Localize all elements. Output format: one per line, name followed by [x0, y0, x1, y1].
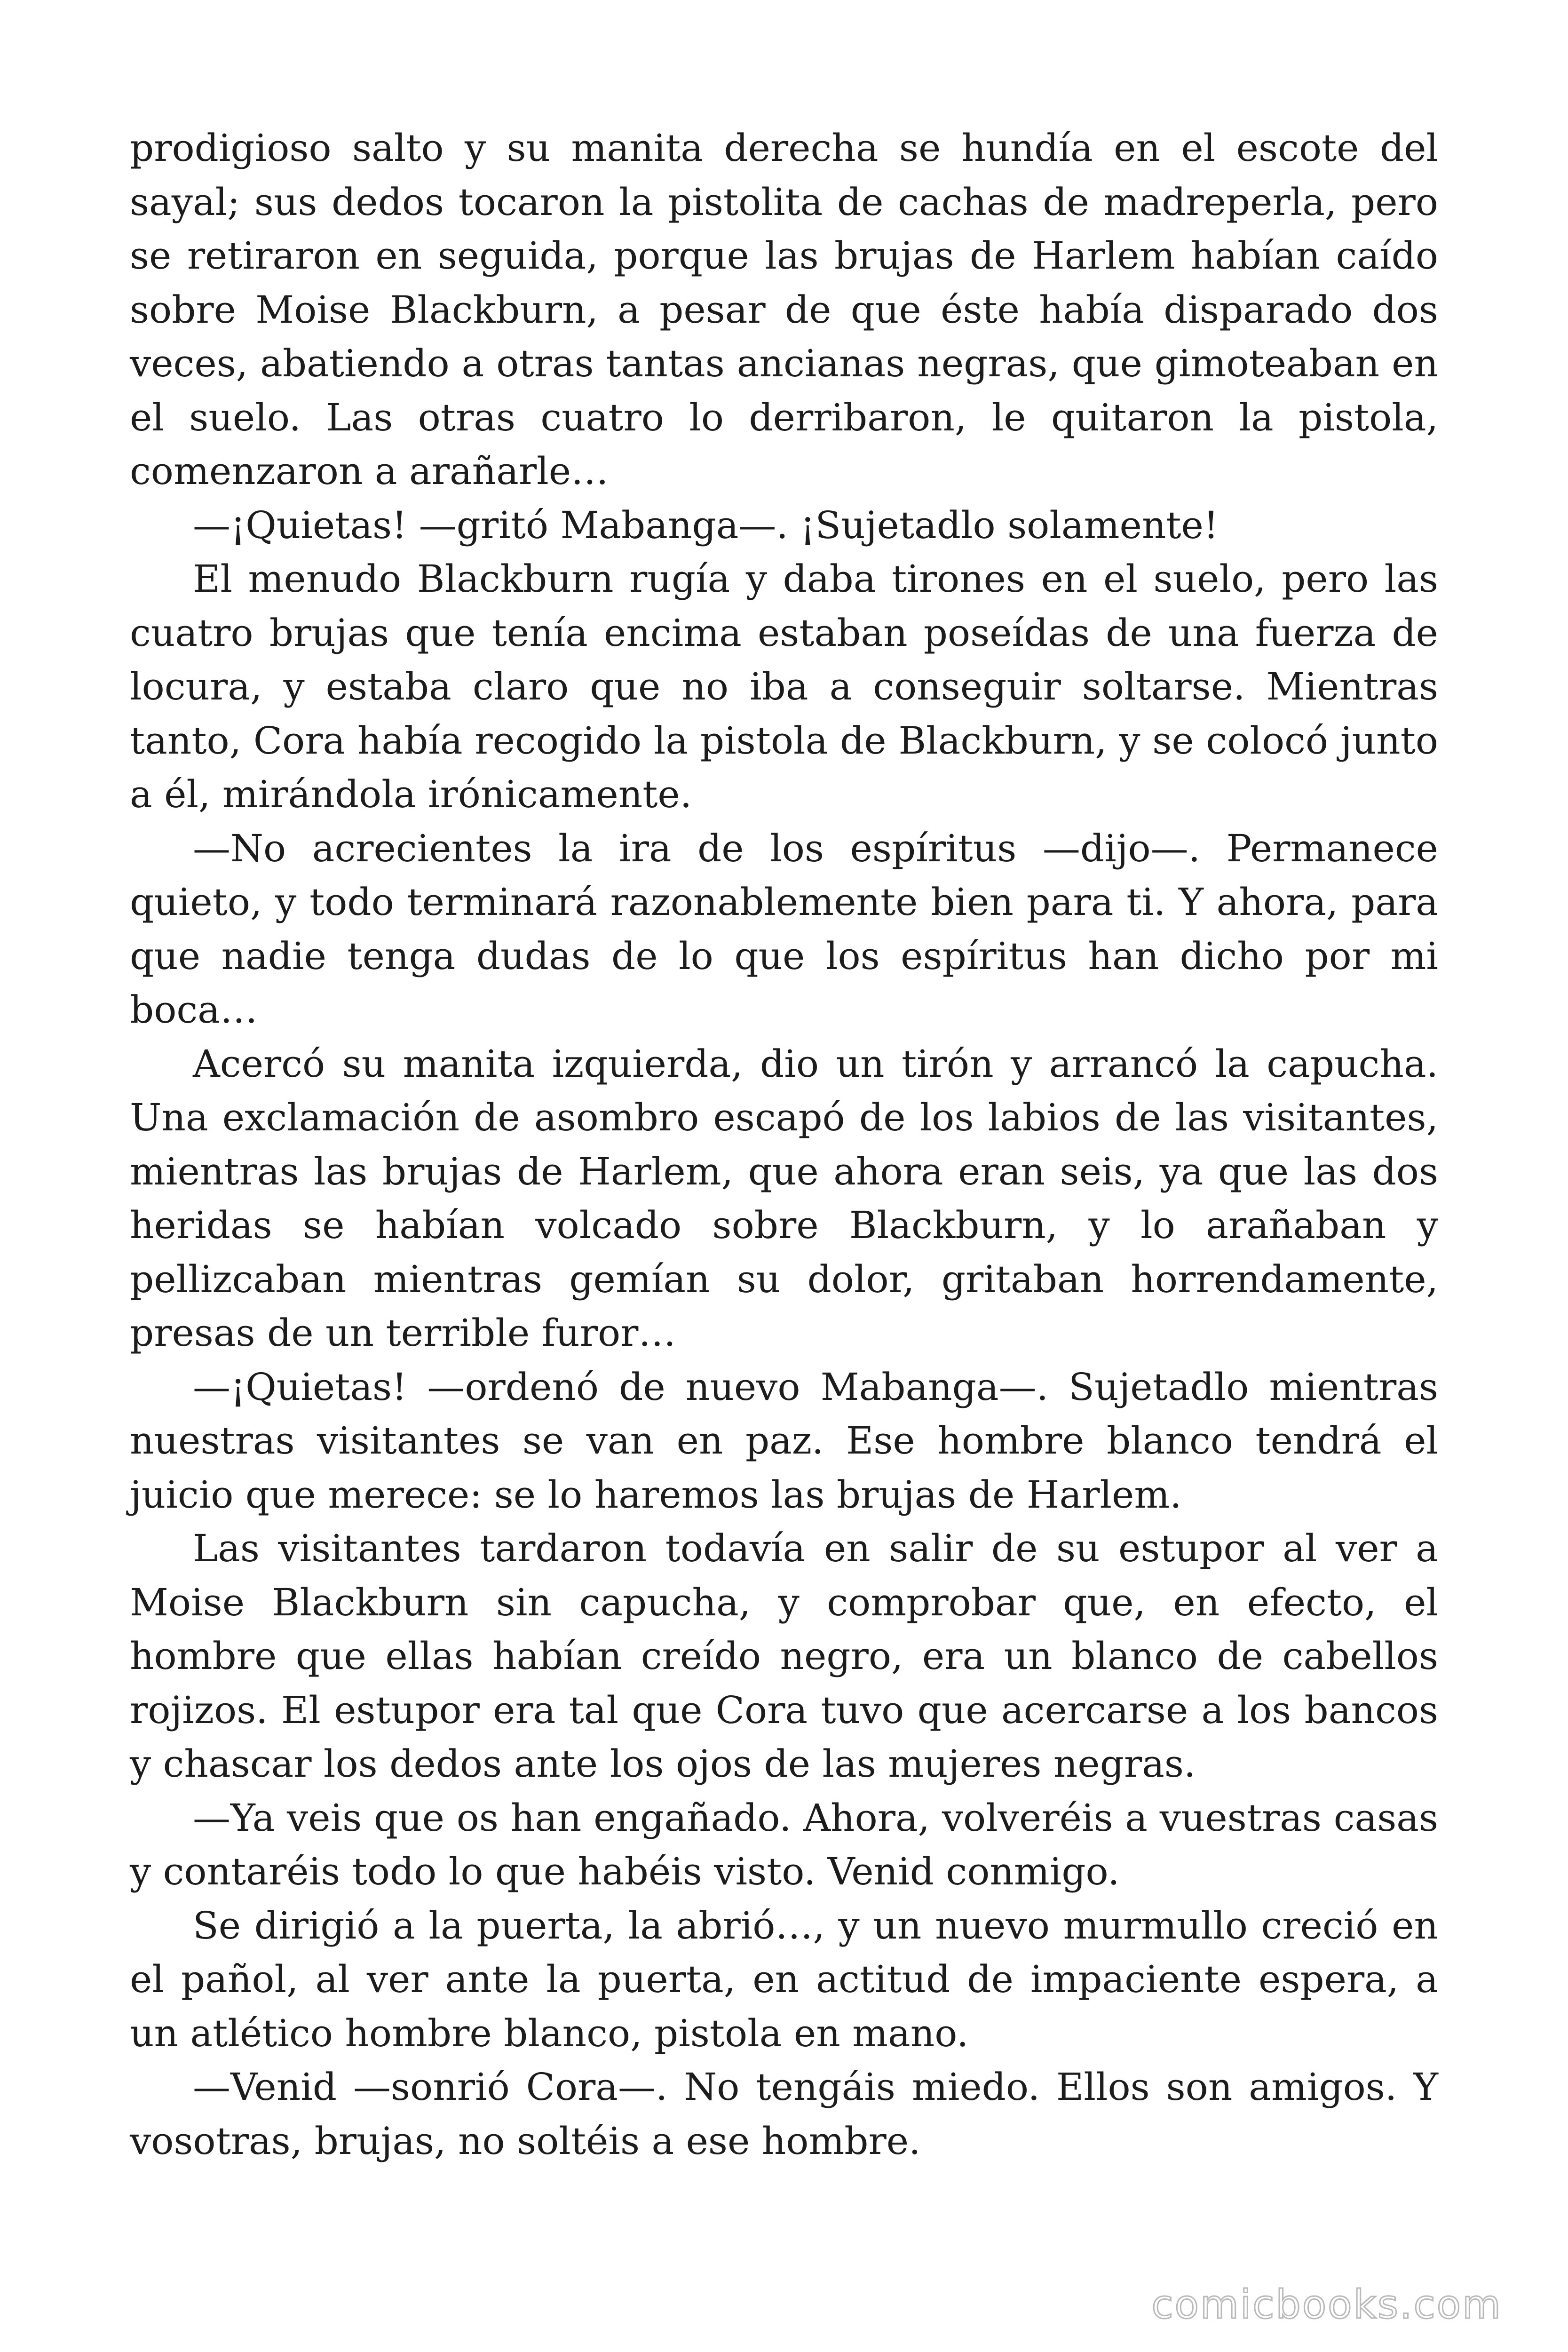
watermark: comicbooks.com [1151, 2281, 1502, 2328]
paragraph: —Venid —sonrió Cora—. No tengáis miedo. Ellos son amigos. Y vosotras, brujas, no soltéis a ese hombre. [130, 2065, 1438, 2163]
paragraph: prodigioso salto y su manita derecha se hundía en el escote del sayal; sus dedos tocaron la pistolita de cachas de madreperla, pero se retiraron en seguida, porque las brujas de Harlem habían caído sobre Moise Blackburn, a pesar de que éste había disparado dos veces, abatiendo a otras tantas ancianas negras, que gimoteaban en el suelo. Las otras cuatro lo derribaron, le quitaron la pistola, comenzaron a arañarle… [130, 126, 1438, 493]
paragraph: —¡Quietas! —ordenó de nuevo Mabanga—. Sujetadlo mientras nuestras visitantes se van en paz. Ese hombre blanco tendrá el juicio que merece: se lo haremos las brujas de Harlem. [130, 1365, 1438, 1517]
book-page-body [130, 121, 1438, 2168]
paragraph: —Ya veis que os han engañado. Ahora, volveréis a vuestras casas y contaréis todo lo que habéis visto. Venid conmigo. [130, 1796, 1438, 1893]
paragraph: Acercó su manita izquierda, dio un tirón y arrancó la capucha. Una exclamación de asombro escapó de los labios de las visitantes, mientras las brujas de Harlem, que ahora eran seis, ya que las dos heridas se habían volcado sobre Blackburn, y lo arañaban y pellizcaban mientras gemían su dolor, gritaban horrendamente, presas de un terrible furor… [130, 1041, 1438, 1355]
paragraph: —¡Quietas! —gritó Mabanga—. ¡Sujetadlo solamente! [193, 503, 1219, 547]
paragraph: —No acrecientes la ira de los espíritus —dijo—. Permanece quieto, y todo terminará razonablemente bien para ti. Y ahora, para que nadie tenga dudas de lo que los espíritus han dicho por mi boca… [130, 826, 1438, 1032]
paragraph: El menudo Blackburn rugía y daba tirones en el suelo, pero las cuatro brujas que tenía encima estaban poseídas de una fuerza de locura, y estaba claro que no iba a conseguir soltarse. Mientras tanto, Cora había recogido la pistola de Blackburn, y se colocó junto a él, mirándola irónicamente. [130, 557, 1438, 816]
paragraph: Las visitantes tardaron todavía en salir de su estupor al ver a Moise Blackburn sin capucha, y comprobar que, en efecto, el hombre que ellas habían creído negro, era un blanco de cabellos rojizos. El estupor era tal que Cora tuvo que acercarse a los bancos y chascar los dedos ante los ojos de las mujeres negras. [130, 1526, 1438, 1786]
paragraph: Se dirigió a la puerta, la abrió…, y un nuevo murmullo creció en el pañol, al ver ante la puerta, en actitud de impaciente espera, a un atlético hombre blanco, pistola en mano. [130, 1903, 1438, 2055]
